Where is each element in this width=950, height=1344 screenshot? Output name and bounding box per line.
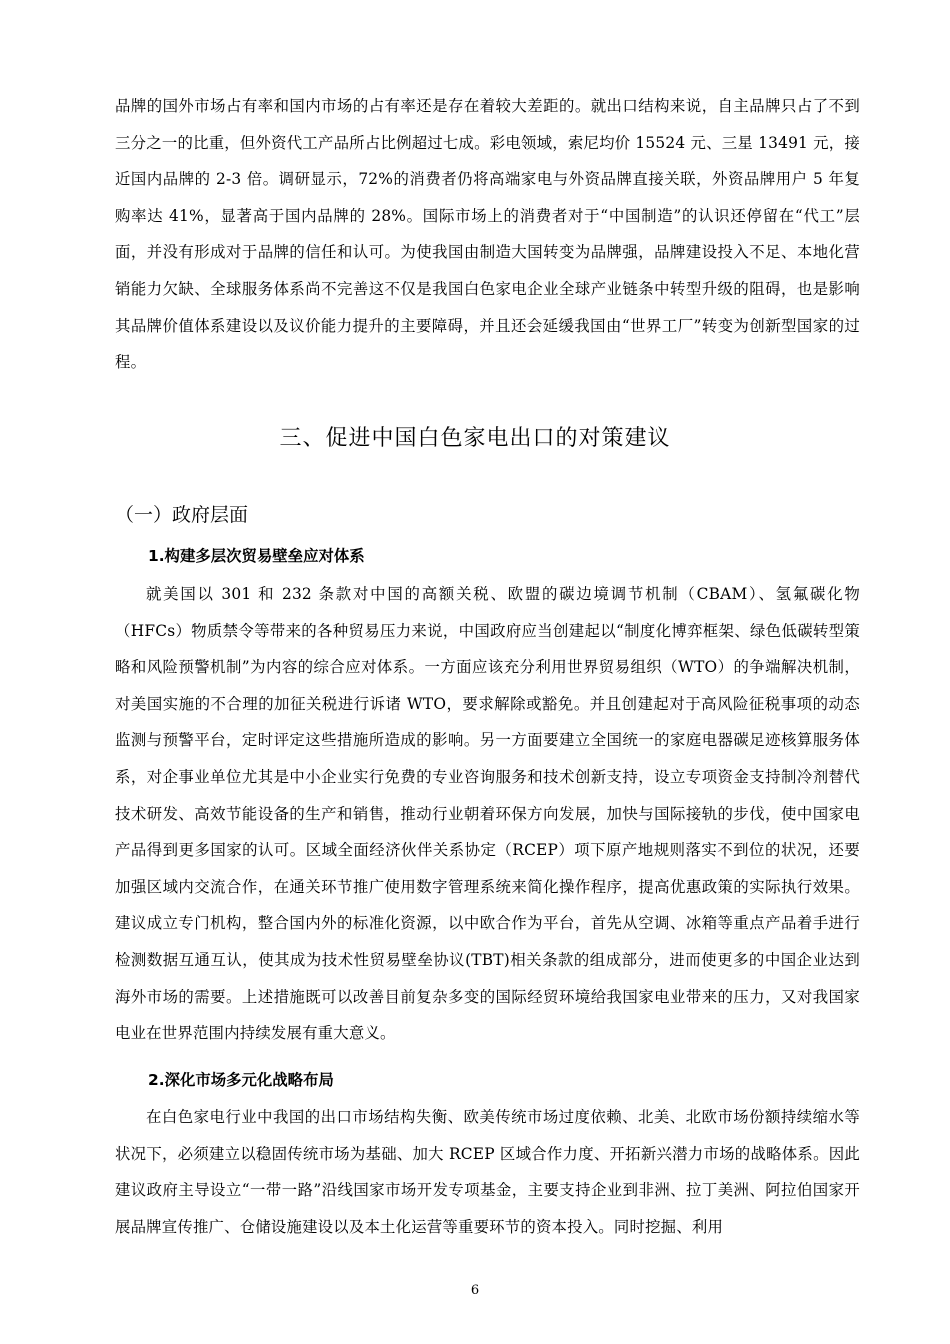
item-body-2: 在白色家电行业中我国的出口市场结构失衡、欧美传统市场过度依赖、北美、北欧市场份额持续缩水等状况下，必须建立以稳固传统市场为基础、加大 RCEP 区域合作力度、开拓新兴潜力市场的战略体系。因此建议政府主导设立“一带一路”沿线国家市场开发专项基金，主要支持企业到非洲、拉丁美洲、阿拉伯国家开展品牌宣传推广、仓储设施建设以及本土化运营等重要环节的资本投入。同时挖掘、利用 [115, 1108, 860, 1236]
section-title: 三、促进中国白色家电出口的对策建议 [279, 426, 671, 451]
item-title-1: 1.构建多层次贸易壁垒应对体系 [148, 547, 365, 565]
intro-paragraph: 品牌的国外市场占有率和国内市场的占有率还是存在着较大差距的。就出口结构来说，自主品牌只占了不到三分之一的比重，但外资代工产品所占比例超过七成。彩电领域，索尼均价 15524 元、三星 13491 元，接近国内品牌的 2-3 倍。调研显示，72%的消费者仍将高端家电与外资品牌直接关联，外资品牌用户 5 年复购率达 41%，显著高于国内品牌的 28%。国际市场上的消费者对于“中国制造”的认识还停留在“代工”层面，并没有形成对于品牌的信任和认可。为使我国由制造大国转变为品牌强，品牌建设投入不足、本地化营销能力欠缺、全球服务体系尚不完善这不仅是我国白色家电企业全球产业链条中转型升级的阻碍，也是影响其品牌价值体系建设以及议价能力提升的主要障碍，并且还会延缓我国由“世界工厂”转变为创新型国家的过程。 [115, 97, 860, 372]
subsection-title: （一）政府层面 [115, 504, 249, 526]
item-title-2: 2.深化市场多元化战略布局 [148, 1071, 334, 1089]
item-body-1: 就美国以 301 和 232 条款对中国的高额关税、欧盟的碳边境调节机制（CBAM）、氢氟碳化物（HFCs）物质禁令等带来的各种贸易压力来说，中国政府应当创建起以“制度化博弈框架、绿色低碳转型策略和风险预警机制”为内容的综合应对体系。一方面应该充分利用世界贸易组织（WTO）的争端解决机制，对美国实施的不合理的加征关税进行诉诸 WTO，要求解除或豁免。并且创建起对于高风险征税事项的动态监测与预警平台，定时评定这些措施所造成的影响。另一方面要建立全国统一的家庭电器碳足迹核算服务体系，对企事业单位尤其是中小企业实行免费的专业咨询服务和技术创新支持，设立专项资金支持制冷剂替代技术研发、高效节能设备的生产和销售，推动行业朝着环保方向发展，加快与国际接轨的步伐，使中国家电产品得到更多国家的认可。区域全面经济伙伴关系协定（RCEP）项下原产地规则落实不到位的状况，还要加强区域内交流合作，在通关环节推广使用数字管理系统来简化操作程序，提高优惠政策的实际执行效果。建议成立专门机构，整合国内外的标准化资源，以中欧合作为平台，首先从空调、冰箱等重点产品着手进行检测数据互通互认，使其成为技术性贸易壁垒协议(TBT)相关条款的组成部分，进而使更多的中国企业达到海外市场的需要。上述措施既可以改善目前复杂多变的国际经贸环境给我国家电业带来的压力，又对我国家电业在世界范围内持续发展有重大意义。 [115, 585, 860, 1043]
page-number: 6 [470, 1283, 480, 1298]
